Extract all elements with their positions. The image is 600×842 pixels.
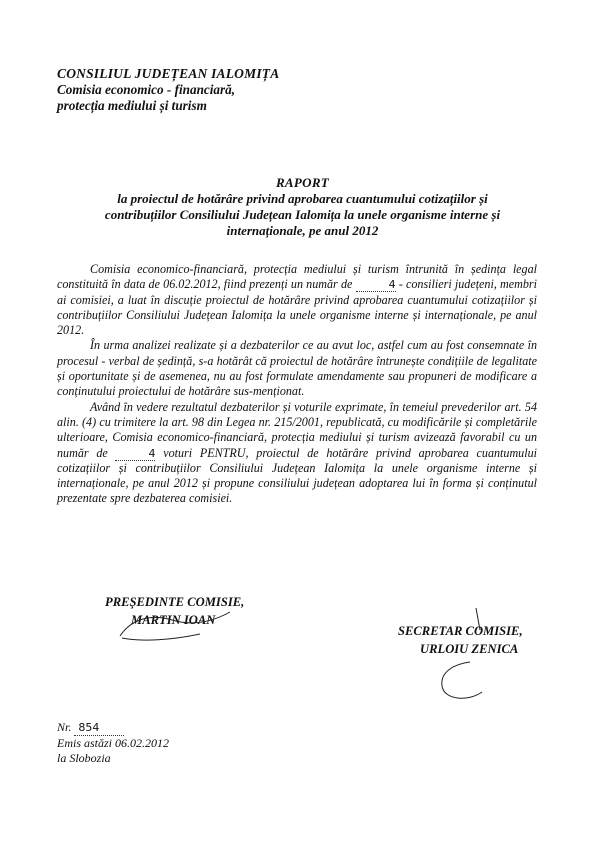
- report-label: RAPORT: [275, 175, 330, 190]
- secretary-name: URLOIU ZENICA: [420, 642, 519, 656]
- report-title: [80, 175, 525, 239]
- paragraph-1: [57, 262, 537, 338]
- paragraph-1-text-cont: - consilieri județeni, membri ai comisiei, a luat în discuție proiectul de hotărâre privind aprobarea cuantumului cotizațiilor și contribuțiilor Consiliului Județean Ialomița la unele organisme interne și internaționale, pe anul 2012.: [57, 277, 538, 338]
- president-role: PREȘEDINTE COMISIE,: [105, 595, 245, 609]
- report-subject-line2: contribuțiilor Consiliului Județean Ialomița la unele organisme interne și: [104, 207, 501, 222]
- issue-date: Emis astăzi 06.02.2012: [57, 736, 170, 750]
- report-body: [57, 262, 537, 507]
- paragraph-2: În urma analizei realizate și a dezbaterilor ce au avut loc, astfel cum au fost consemnate în procesul - verbal de ședință, s-a hotărât că proiectul de hotărâre întrunește condițiile de legalitate și oportunitate și de asemenea, nu au fost formulate amendamente sau propuneri de modificare a conținutului proiectului de hotărâre sus-menționat.: [57, 338, 537, 399]
- paragraph-3: [57, 400, 537, 507]
- registration-number-label: Nr.: [57, 720, 72, 734]
- president-handwritten-signature: [112, 608, 242, 648]
- report-subject-line3: internaționale, pe anul 2012: [226, 223, 379, 238]
- secretary-role: SECRETAR COMISIE,: [398, 624, 523, 638]
- commission-name: Comisia economico - financiară,: [57, 82, 236, 97]
- paragraph-3-text-cont: voturi PENTRU, proiectul de hotărâre privind aprobarea cuantumului cotizațiilor și contribuțiilor Consiliului Județean Ialomița la unele organisme interne și internaționale, pe anul 2012 și propune consiliului județean adoptarea lui în forma și conținutul prezentate spre dezbaterea comisiei.: [57, 445, 537, 506]
- document-header: [57, 66, 279, 114]
- document-footer: [57, 720, 169, 766]
- issue-place: la Slobozia: [57, 751, 111, 765]
- institution-name: CONSILIUL JUDEȚEAN IALOMIȚA: [57, 66, 280, 81]
- commission-name-cont: protecția mediului și turism: [57, 98, 207, 113]
- members-present-count: 4: [356, 279, 396, 292]
- president-name: MARTIN IOAN: [131, 613, 216, 627]
- registration-number: 854: [74, 720, 124, 736]
- paragraph-3-text: Având în vedere rezultatul dezbaterilor și voturile exprimate, în temeiul prevederilor art. 54 alin. (4) cu trimitere la art. 98 din Legea nr. 215/2001, republicată, cu modificările și completările ulterioare, Comisia economico-financiară, protecția mediului și turism avizează favorabil cu un număr de: [57, 399, 537, 460]
- votes-for-count: 4: [115, 448, 155, 461]
- registration-number-line: [57, 720, 169, 736]
- paragraph-1-text: Comisia economico-financiară, protecția mediului și turism întrunită în ședința legal constituită în data de 06.02.2012, fiind prezenți un număr de: [57, 262, 537, 292]
- secretary-handwritten-signature: [418, 606, 508, 706]
- report-subject-line1: la proiectul de hotărâre privind aprobarea cuantumului cotizațiilor și: [117, 191, 488, 206]
